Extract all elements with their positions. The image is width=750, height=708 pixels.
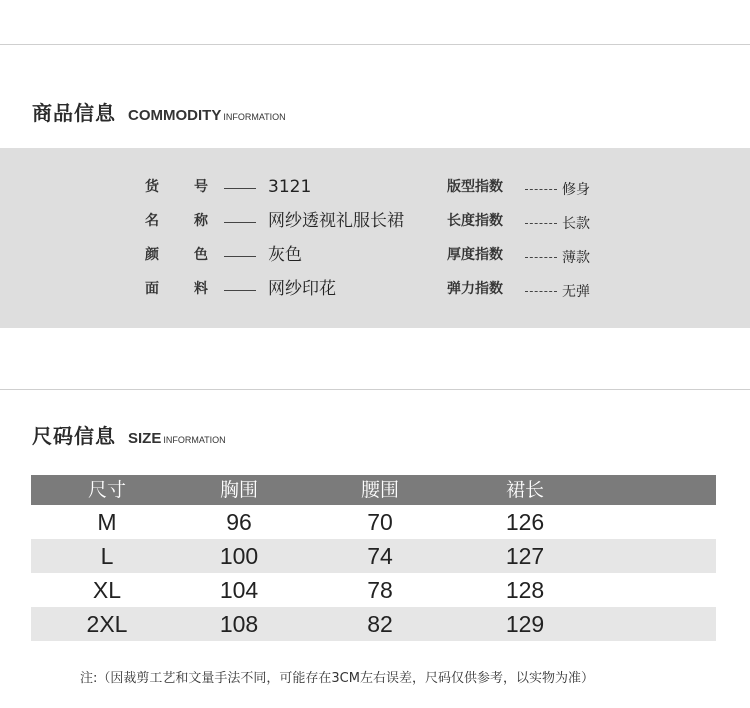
table-cell: 128 xyxy=(505,577,545,603)
size-note: 注:（因裁剪工艺和文量手法不同，可能存在3CM左右误差，尺码仅供参考，以实物为准） xyxy=(80,671,594,686)
info-value: 3121 xyxy=(268,177,312,197)
commodity-title-zh: 商品信息 xyxy=(32,101,116,125)
middle-divider xyxy=(0,389,750,390)
info-label xyxy=(145,175,208,199)
size-table-header xyxy=(31,475,716,505)
table-cell: 78 xyxy=(367,577,393,603)
table-cell: 74 xyxy=(367,543,393,569)
top-divider xyxy=(0,44,750,45)
info-label-char: 面 xyxy=(145,281,159,297)
table-row xyxy=(31,505,716,539)
commodity-title-en: COMMODITY xyxy=(128,107,222,124)
table-cell: 70 xyxy=(367,509,393,535)
header-cell: 尺寸 xyxy=(87,479,126,501)
header-cell: 腰围 xyxy=(360,479,399,501)
info-label-char: 号 xyxy=(194,179,208,195)
table-cell: 108 xyxy=(219,611,259,637)
info-dash xyxy=(224,188,256,189)
info-dash xyxy=(525,189,557,190)
info-label-char: 料 xyxy=(194,281,208,297)
info-label: 长度指数 xyxy=(447,213,503,229)
commodity-title-en-small: INFORMATION xyxy=(223,112,286,122)
table-cell: L xyxy=(100,543,114,569)
header-cell: 裙长 xyxy=(505,479,544,501)
table-cell: 96 xyxy=(226,509,252,535)
size-title-zh: 尺码信息 xyxy=(32,424,116,448)
info-value: 长款 xyxy=(562,216,590,232)
info-dash xyxy=(224,222,256,223)
table-cell: 100 xyxy=(219,543,259,569)
info-label xyxy=(145,243,208,267)
info-value: 无弹 xyxy=(562,284,590,300)
info-dash xyxy=(525,291,557,292)
info-label: 弹力指数 xyxy=(447,281,503,297)
table-cell: 2XL xyxy=(86,611,128,637)
table-cell: 104 xyxy=(219,577,259,603)
table-row xyxy=(31,539,716,573)
table-cell: 126 xyxy=(505,509,545,535)
info-dash xyxy=(224,290,256,291)
info-value: 薄款 xyxy=(562,250,590,266)
info-label-char: 颜 xyxy=(145,247,159,263)
info-value: 修身 xyxy=(562,182,590,198)
table-cell: 82 xyxy=(367,611,393,637)
info-dash xyxy=(525,223,557,224)
info-value: 灰色 xyxy=(268,245,302,265)
table-row xyxy=(31,573,716,607)
info-value: 网纱透视礼服长裙 xyxy=(268,211,404,231)
table-cell: XL xyxy=(92,577,122,603)
size-title-en-small: INFORMATION xyxy=(163,435,226,445)
table-cell: M xyxy=(97,509,117,535)
info-label-char: 称 xyxy=(194,213,208,229)
commodity-section-title xyxy=(32,97,286,126)
info-label: 厚度指数 xyxy=(447,247,503,263)
commodity-info-band xyxy=(0,148,750,328)
info-label xyxy=(145,277,208,301)
table-cell: 127 xyxy=(505,543,545,569)
size-section-title xyxy=(32,420,226,449)
info-label-char: 色 xyxy=(194,247,208,263)
info-dash xyxy=(224,256,256,257)
size-table xyxy=(31,475,716,641)
size-title-en: SIZE xyxy=(128,430,162,447)
header-cell: 胸围 xyxy=(219,479,258,501)
info-value: 网纱印花 xyxy=(268,279,336,299)
info-label-char: 名 xyxy=(145,213,159,229)
info-dash xyxy=(525,257,557,258)
info-label-char: 货 xyxy=(145,179,159,195)
table-row xyxy=(31,607,716,641)
info-label: 版型指数 xyxy=(447,179,503,195)
info-label xyxy=(145,209,208,233)
table-cell: 129 xyxy=(505,611,545,637)
